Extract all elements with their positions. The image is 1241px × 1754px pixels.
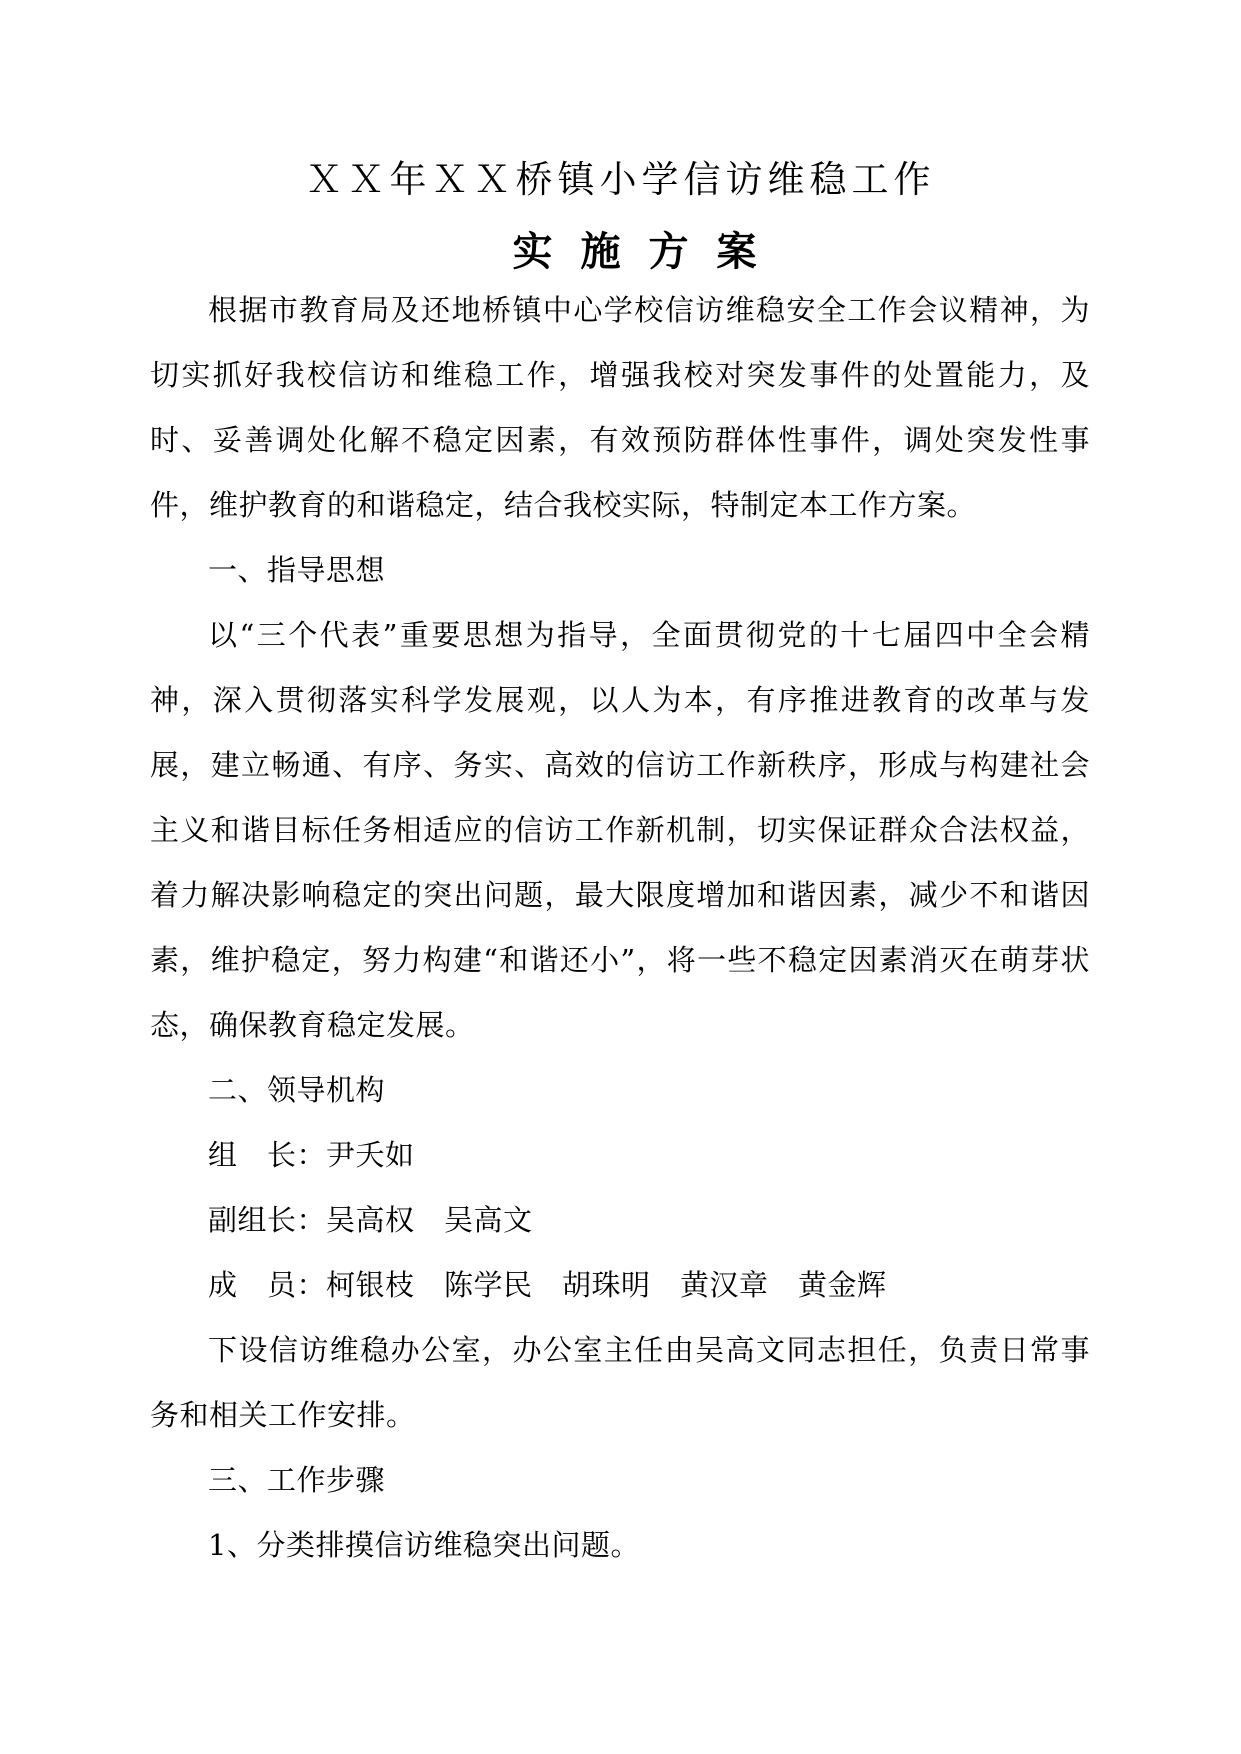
leader-line: 组 长：尹夭如 [208,1138,415,1172]
deputy-leader-line: 副组长：吴高权 吴高文 [208,1203,533,1237]
section-heading-leadership: 二、领导机构 [208,1073,386,1107]
section-heading-guiding-thought: 一、指导思想 [208,553,386,587]
document-title-line1: ＸＸ年ＸＸ桥镇小学信访维稳工作 [305,158,936,201]
intro-paragraph: 根据市教育局及还地桥镇中心学校信访维稳安全工作会议精神，为切实抓好我校信访和维稳工作，增强我校对突发事件的处置能力，及时、妥善调处化解不稳定因素，有效预防群体性事件，调处突发性事件，维护教育的和谐稳定，结合我校实际，特制定本工作方案。 [150,293,1090,522]
guiding-thought-paragraph: 以“三个代表”重要思想为指导，全面贯彻党的十七届四中全会精神，深入贯彻落实科学发展观，以人为本，有序推进教育的改革与发展，建立畅通、有序、务实、高效的信访工作新秩序，形成与构建社会主义和谐目标任务相适应的信访工作新机制，切实保证群众合法权益，着力解决影响稳定的突出问题，最大限度增加和谐因素，减少不和谐因素，维护稳定，努力构建“和谐还小”，将一些不稳定因素消灭在萌芽状态，确保教育稳定发展。 [150,618,1090,1042]
document-body [150,278,1090,1578]
members-line: 成 员：柯银枝 陈学民 胡珠明 黄汉章 黄金辉 [208,1268,887,1302]
document-title-line2: 实施方案 [512,228,785,275]
office-paragraph: 下设信访维稳办公室，办公室主任由吴高文同志担任，负责日常事务和相关工作安排。 [150,1333,1090,1432]
step-1-line: 1、分类排摸信访维稳突出问题。 [208,1528,640,1562]
section-heading-work-steps: 三、工作步骤 [208,1463,386,1497]
